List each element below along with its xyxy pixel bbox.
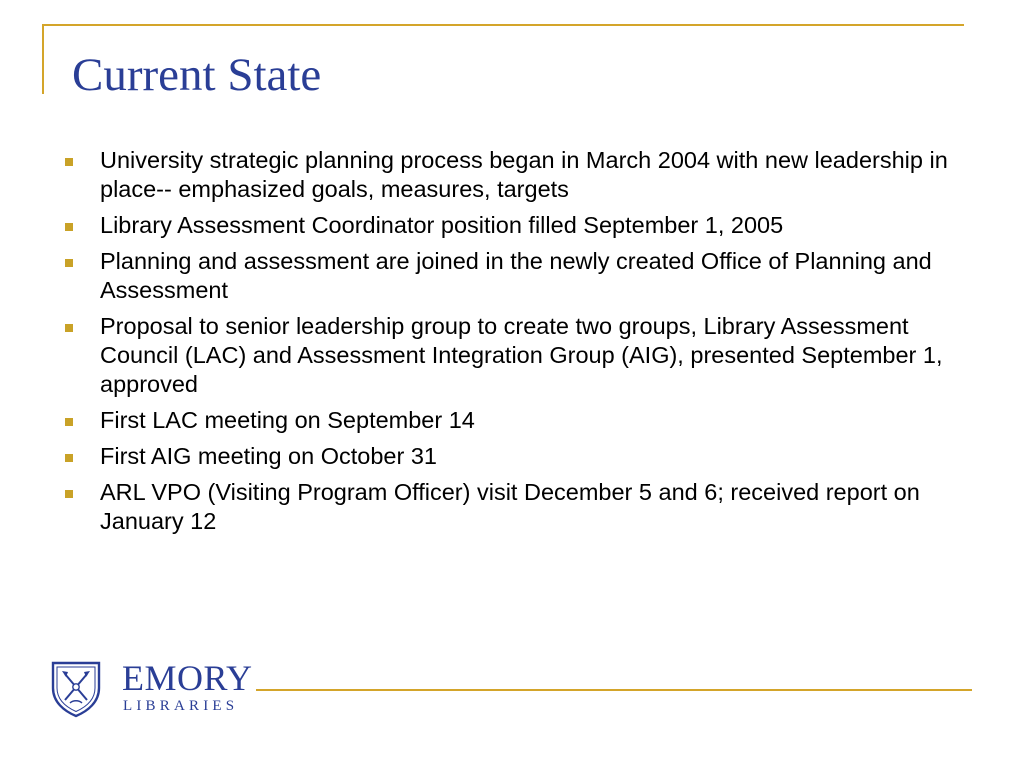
bullet-text: ARL VPO (Visiting Program Officer) visit December 5 and 6; received report on January 12 <box>100 479 920 534</box>
bullet-text: First AIG meeting on October 31 <box>100 443 437 469</box>
bullet-item <box>62 406 972 435</box>
bullet-item <box>62 211 972 240</box>
bullet-item <box>62 247 972 305</box>
bullet-item <box>62 146 972 204</box>
square-bullet-icon <box>65 223 73 231</box>
logo-name: EMORY <box>122 658 253 698</box>
square-bullet-icon <box>65 324 73 332</box>
bullet-item <box>62 312 972 399</box>
frame-left-rule <box>42 24 44 94</box>
emory-shield-icon <box>50 660 102 718</box>
frame-top-rule <box>42 24 964 26</box>
bullet-text: Planning and assessment are joined in the newly created Office of Planning and Assessment <box>100 248 932 303</box>
square-bullet-icon <box>65 490 73 498</box>
bullet-text: Proposal to senior leadership group to create two groups, Library Assessment Council (LAC) and Assessment Integration Group (AIG), presented September 1, approved <box>100 313 943 397</box>
bullet-text: Library Assessment Coordinator position filled September 1, 2005 <box>100 212 784 238</box>
footer-rule <box>256 689 972 691</box>
square-bullet-icon <box>65 418 73 426</box>
bullet-item <box>62 442 972 471</box>
square-bullet-icon <box>65 454 73 462</box>
square-bullet-icon <box>65 158 73 166</box>
bullet-list <box>62 146 972 543</box>
bullet-text: First LAC meeting on September 14 <box>100 407 475 433</box>
square-bullet-icon <box>65 259 73 267</box>
bullet-item <box>62 478 972 536</box>
bullet-text: University strategic planning process began in March 2004 with new leadership in place-- emphasized goals, measures, targets <box>100 147 948 202</box>
slide-title: Current State <box>72 49 322 101</box>
logo-subtitle: LIBRARIES <box>123 698 239 714</box>
